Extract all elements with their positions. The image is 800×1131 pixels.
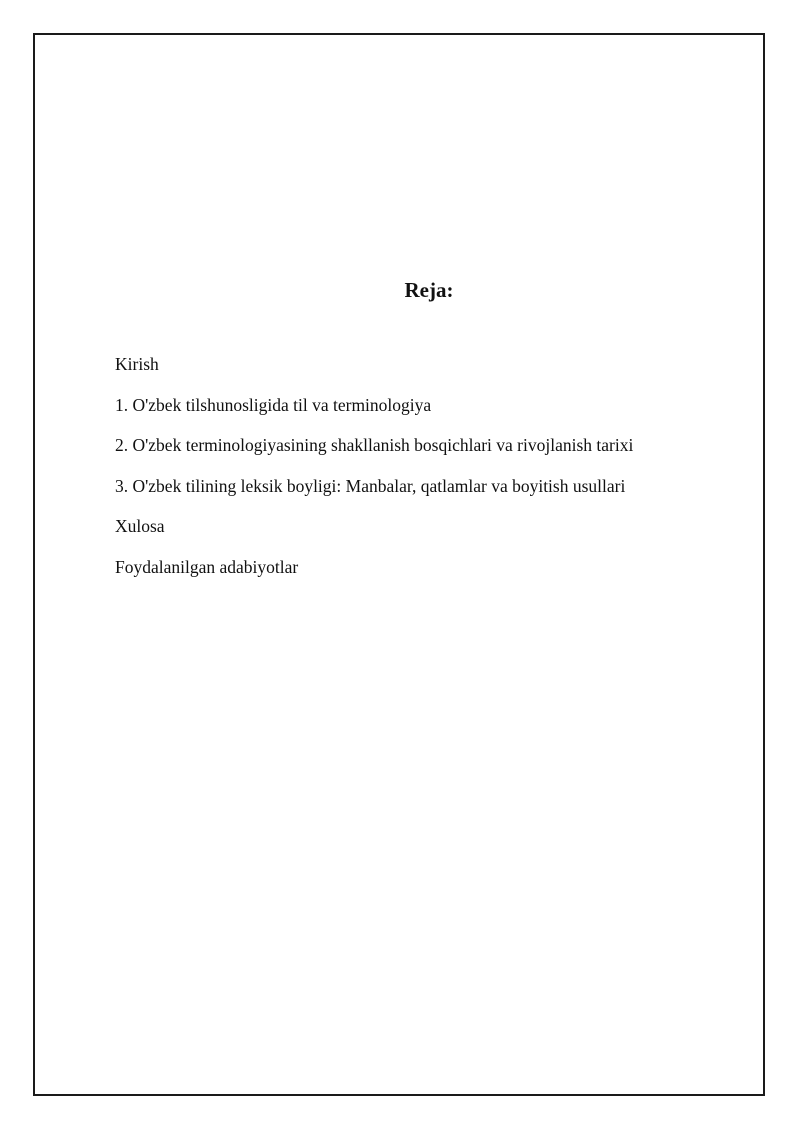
toc-item-references: Foydalanilgan adabiyotlar — [115, 556, 299, 577]
toc-item-introduction: Kirish — [115, 354, 159, 374]
toc-item-chapter-3: 3. O'zbek tilining leksik boyligi: Manbalar, qatlamlar va boyitish usullari — [115, 475, 626, 496]
toc-item-chapter-1: 1. O'zbek tilshunosligida til va terminologiya — [115, 394, 432, 415]
toc-item-chapter-2: 2. O'zbek terminologiyasining shakllanish bosqichlari va rivojlanish tarixi — [115, 435, 634, 455]
toc-item-conclusion: Xulosa — [115, 516, 165, 536]
table-of-contents — [115, 351, 633, 594]
page-title: Reja: — [404, 278, 454, 302]
